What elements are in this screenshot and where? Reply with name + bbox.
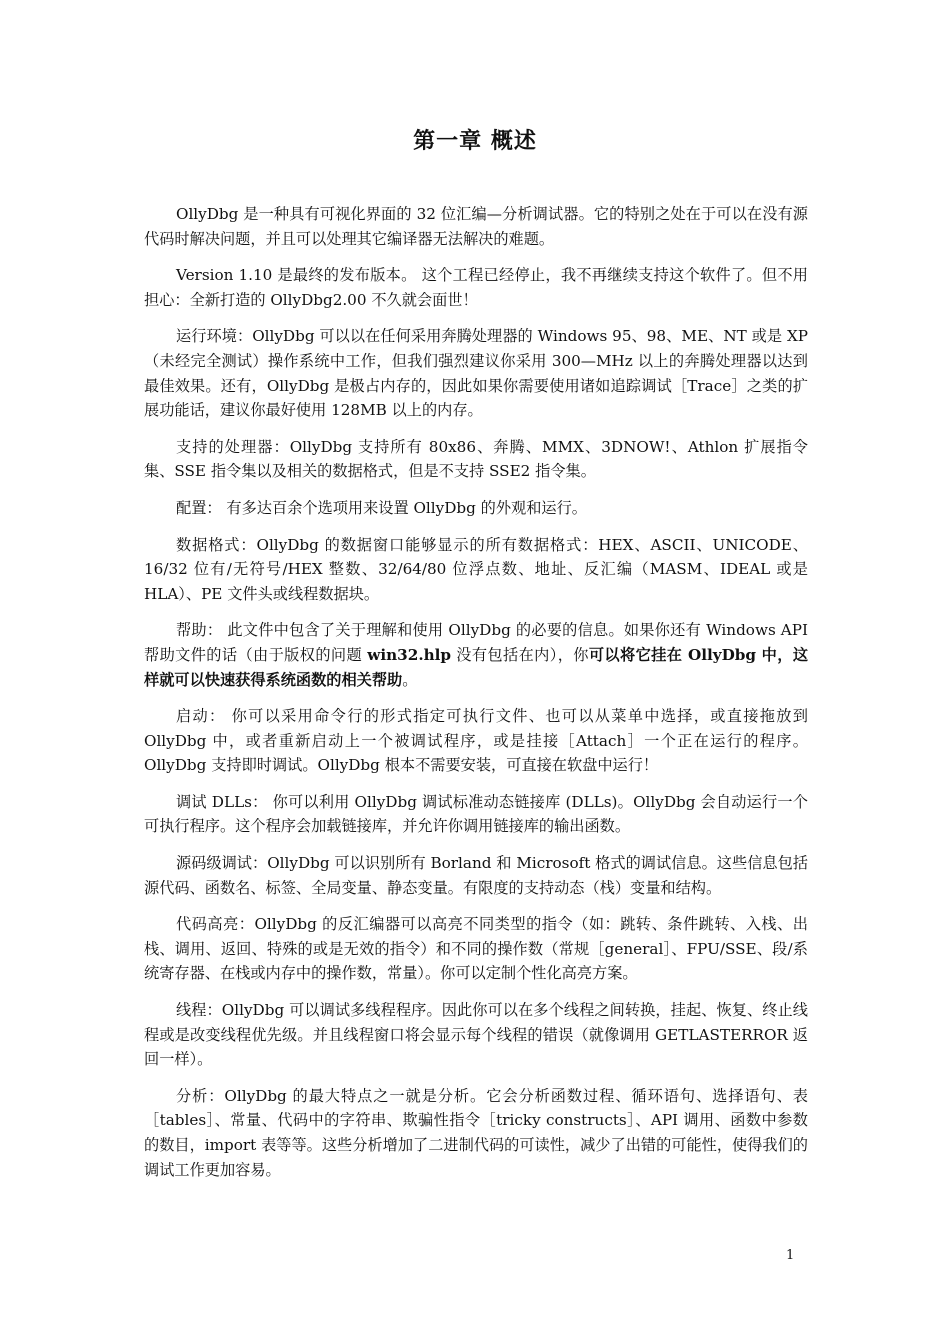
paragraph-p8 (144, 704, 808, 778)
paragraph-p2 (144, 263, 808, 312)
paragraph-p9 (144, 790, 808, 839)
paragraph-p3 (144, 324, 808, 422)
paragraph-text: 分析：OllyDbg 的最大特点之一就是分析。它会分析函数过程、循环语句、选择语句、表［tables］、常量、代码中的字符串、欺骗性指令［tricky constructs］、API 调用、函数中参数的数目，import 表等等。这些分析增加了二进制代码的可读性，减少了出错的可能性，使得我们的调试工作更加容易。 (144, 1086, 808, 1179)
paragraph-p5 (144, 496, 808, 521)
paragraph-p4 (144, 435, 808, 484)
paragraph-text: 启动： 你可以采用命令行的形式指定可执行文件、也可以从菜单中选择，或直接拖放到 OllyDbg 中，或者重新启动上一个被调试程序，或是挂接［Attach］一个正在运行的程序。OllyDbg 支持即时调试。OllyDbg 根本不需要安装，可直接在软盘中运行！ (144, 707, 808, 775)
paragraph-text: 调试 DLLs： 你可以利用 OllyDbg 调试标准动态链接库 (DLLs)。OllyDbg 会自动运行一个可执行程序。这个程序会加载链接库，并允许你调用链接库的输出函数。 (144, 792, 808, 836)
paragraph-p13 (144, 1084, 808, 1182)
paragraph-text: 线程：OllyDbg 可以调试多线程程序。因此你可以在多个线程之间转换，挂起、恢复、终止线程或是改变线程优先级。并且线程窗口将会显示每个线程的错误（就像调用 GETLASTERROR 返回一样）。 (144, 1001, 808, 1069)
paragraph-text: 没有包括在内），你 (451, 645, 589, 664)
paragraph-text: 源码级调试：OllyDbg 可以识别所有 Borland 和 Microsoft 格式的调试信息。这些信息包括源代码、函数名、标签、全局变量、静态变量。有限度的支持动态（栈）变量和结构。 (144, 854, 808, 897)
paragraph-p11 (144, 912, 808, 986)
chapter-title: 第一章 概述 (413, 129, 537, 154)
paragraph-text: 支持的处理器：OllyDbg 支持所有 80x86、奔腾、MMX、3DNOW!、Athlon 扩展指令集、SSE 指令集以及相关的数据格式，但是不支持 SSE2 指令集。 (144, 437, 808, 481)
paragraph-p6 (144, 533, 808, 607)
paragraph-text: OllyDbg 是一种具有可视化界面的 32 位汇编—分析调试器。它的特别之处在于可以在没有源代码时解决问题，并且可以处理其它编译器无法解决的难题。 (144, 205, 808, 248)
paragraph-text: 配置： 有多达百余个选项用来设置 OllyDbg 的外观和运行。 (176, 498, 587, 517)
paragraph-text: 代码高亮：OllyDbg 的反汇编器可以高亮不同类型的指令（如：跳转、条件跳转、入栈、出栈、调用、返回、特殊的或是无效的指令）和不同的操作数（常规［general］、FPU/SSE、段/系统寄存器、在栈或内存中的操作数，常量）。你可以定制个性化高亮方案。 (144, 915, 808, 983)
paragraph-p12 (144, 998, 808, 1072)
paragraph-text: 帮助： 此文件中包含了关于理解和使用 OllyDbg 的必要的信息。如果你还有 Windows API 帮助文件的话（由于版权的问题 (144, 621, 808, 664)
page-number: 1 (786, 1248, 795, 1263)
paragraph-text: 。 (402, 670, 418, 689)
bold-text: win32.hlp (367, 645, 452, 664)
document-body (144, 202, 808, 1194)
paragraph-p7 (144, 618, 808, 692)
paragraph-text: Version 1.10 是最终的发布版本。 这个工程已经停止，我不再继续支持这个软件了。但不用担心：全新打造的 OllyDbg2.00 不久就会面世！ (144, 266, 808, 309)
paragraph-p10 (144, 851, 808, 900)
paragraph-text: 运行环境：OllyDbg 可以以在任何采用奔腾处理器的 Windows 95、98、ME、NT 或是 XP（未经完全测试）操作系统中工作，但我们强烈建议你采用 300—MHz 以上的奔腾处理器以达到最佳效果。还有，OllyDbg 是极占内存的，因此如果你需要使用诸如追踪调试［Trace］之类的扩展功能话，建议你最好使用 128MB 以上的内存。 (144, 327, 808, 420)
bold-text: 可以将它挂在 OllyDbg 中，这样就可以快速获得系统函数的相关帮助 (144, 645, 809, 689)
paragraph-p1 (144, 202, 808, 251)
paragraph-text: 数据格式：OllyDbg 的数据窗口能够显示的所有数据格式：HEX、ASCII、UNICODE、16/32 位有/无符号/HEX 整数、32/64/80 位浮点数、地址、反汇编（MASM、IDEAL 或是 HLA）、PE 文件头或线程数据块。 (144, 535, 808, 603)
